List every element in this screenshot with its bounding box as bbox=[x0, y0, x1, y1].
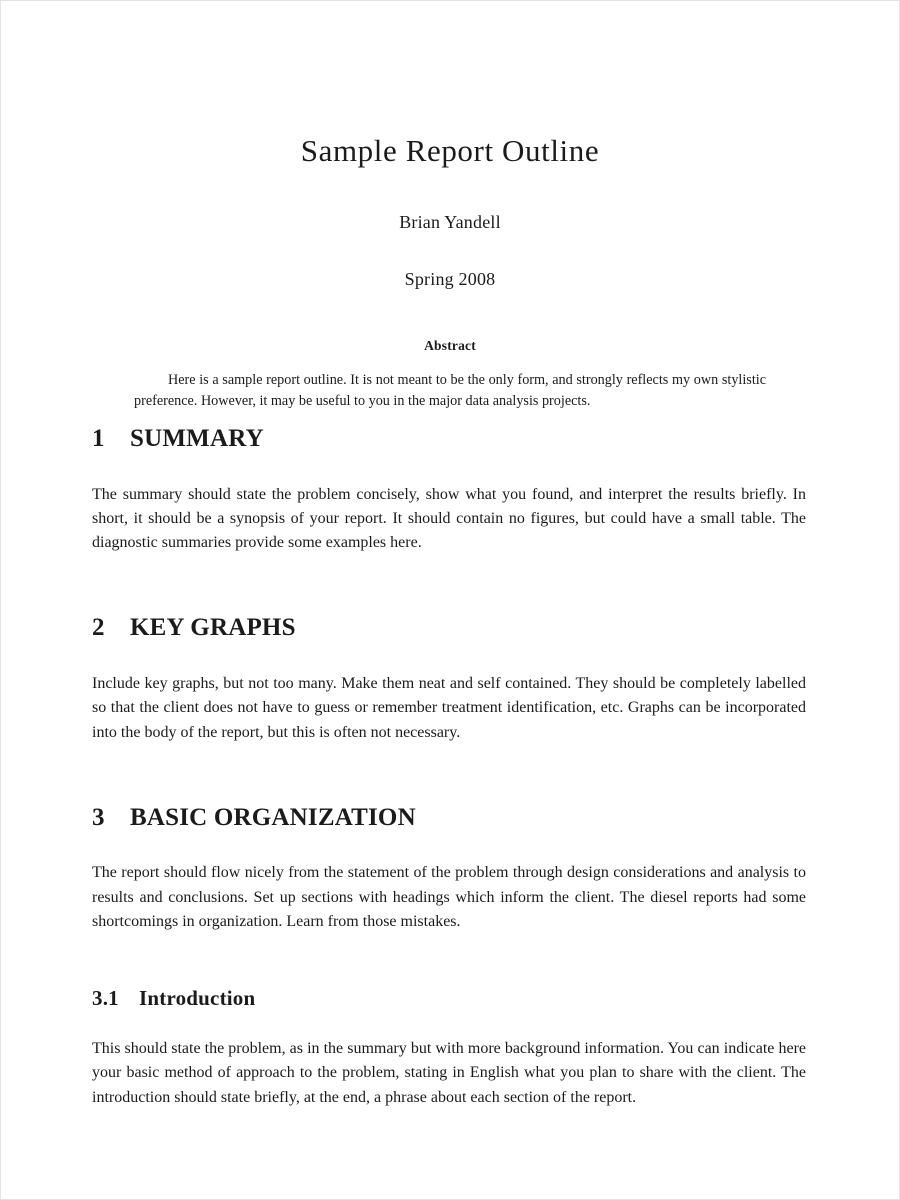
abstract-section bbox=[134, 290, 766, 412]
section-body-3: The report should flow nicely from the statement of the problem through design considerations and analysis to results and conclusions. Set up sections with headings which inform the client. The diesel reports had some shortcomings in organization. Learn from those mistakes. bbox=[92, 864, 806, 930]
section-heading-2 bbox=[92, 614, 806, 643]
subsection-number-3-1: 3.1 bbox=[92, 986, 119, 1011]
page-title: Sample Report Outline bbox=[300, 133, 600, 168]
section-heading-1 bbox=[92, 425, 806, 454]
section-title-1: SUMMARY bbox=[130, 425, 264, 452]
section-summary bbox=[92, 425, 806, 555]
subsection-heading-3-1 bbox=[92, 986, 806, 1010]
section-title-2: KEY GRAPHS bbox=[130, 614, 296, 642]
section-heading-3 bbox=[92, 804, 806, 833]
section-number-1: 1 bbox=[92, 425, 105, 452]
section-key-graphs bbox=[92, 555, 806, 744]
subsection-body-3-1: This should state the problem, as in the summary but with more background information. You can indicate here your basic method of approach to the problem, stating in English what you plan to share with the client. The introduction should state briefly, at the end, a phrase about each section of the report. bbox=[92, 1040, 806, 1106]
section-title-3: BASIC ORGANIZATION bbox=[130, 803, 416, 831]
abstract-text: Here is a sample report outline. It is not meant to be the only form, and strongly reflects my own stylistic preference. However, it may be useful to you in the major data analysis projects. bbox=[134, 372, 766, 410]
subsection-introduction bbox=[92, 934, 806, 1110]
abstract-heading: Abstract bbox=[424, 338, 476, 354]
section-number-2: 2 bbox=[92, 614, 105, 642]
section-basic-organization bbox=[92, 745, 806, 934]
document-date: Spring 2008 bbox=[404, 269, 496, 290]
document-author: Brian Yandell bbox=[399, 212, 501, 233]
section-body-2: Include key graphs, but not too many. Make them neat and self contained. They should be completely labelled so that the client does not have to guess or remember treatment identification, etc. Graphs can be incorporated into the body of the report, but this is often not necessary. bbox=[92, 675, 806, 741]
section-number-3: 3 bbox=[92, 803, 105, 831]
document-body bbox=[92, 425, 806, 1110]
subsection-title-3-1: Introduction bbox=[139, 986, 256, 1011]
section-body-1: The summary should state the problem concisely, show what you found, and interpret the results briefly. In short, it should be a synopsis of your report. It should contain no figures, but could have a small table. The diagnostic summaries provide some examples here. bbox=[92, 485, 806, 552]
title-block bbox=[1, 1, 899, 290]
